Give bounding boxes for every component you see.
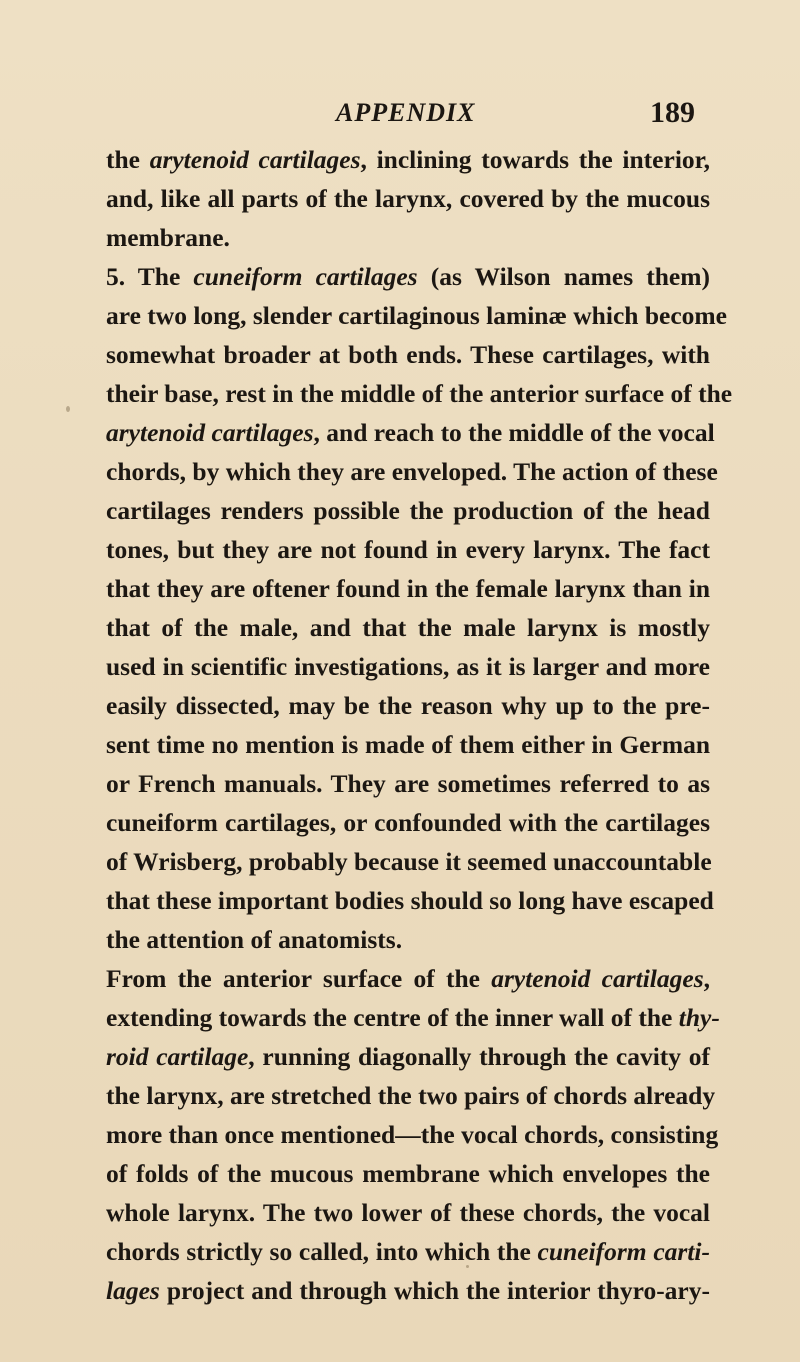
text-run: of Wrisberg, probably because it seemed unaccountable <box>106 847 712 876</box>
text-line <box>106 452 718 491</box>
text-run: more than once mentioned—the vocal chords, consisting <box>106 1120 719 1149</box>
text-line <box>106 179 710 218</box>
text-line <box>106 1037 710 1076</box>
text-line <box>106 881 714 920</box>
text-line <box>106 569 710 608</box>
text-run: the attention of anatomists. <box>106 925 403 954</box>
text-line <box>106 1271 710 1310</box>
italic-text: arytenoid cartilages <box>491 964 704 993</box>
text-run: , and reach to the middle of the vocal <box>313 418 715 447</box>
text-run: and, like all parts of the larynx, covered by the mucous <box>106 184 710 213</box>
text-run: chords, by which they are enveloped. The action of these <box>106 457 718 486</box>
text-run: tones, but they are not found in every larynx. The fact <box>106 535 710 564</box>
text-run: the larynx, are stretched the two pairs of chords already <box>106 1081 716 1110</box>
text-line <box>106 959 710 998</box>
body-text <box>106 140 733 1310</box>
text-run: that these important bodies should so long have escaped <box>106 886 714 915</box>
text-run: whole larynx. The two lower of these chords, the vocal <box>106 1198 710 1227</box>
text-run: or French manuals. They are sometimes referred to as <box>106 769 710 798</box>
text-run: project and through which the interior thyro-ary- <box>159 1276 710 1305</box>
text-run: that of the male, and that the male larynx is mostly <box>106 613 710 642</box>
italic-text: lages <box>106 1276 160 1305</box>
running-head-title: APPENDIX <box>336 98 476 127</box>
text-line <box>106 686 710 725</box>
text-run: that they are oftener found in the female larynx than in <box>106 574 710 603</box>
italic-text: arytenoid cartilages <box>106 418 314 447</box>
text-run: the <box>106 145 150 174</box>
text-line <box>106 491 710 530</box>
text-line <box>106 998 720 1037</box>
text-run: membrane. <box>106 223 230 252</box>
text-line <box>106 1193 710 1232</box>
page-number: 189 <box>650 96 695 129</box>
text-line <box>106 647 710 686</box>
paper-blemish <box>66 406 70 412</box>
text-line <box>106 1076 716 1115</box>
text-line <box>106 413 715 452</box>
text-run: From the anterior surface of the <box>106 964 492 993</box>
text-line <box>106 374 733 413</box>
text-line <box>106 803 710 842</box>
text-run: , <box>703 964 710 993</box>
text-run: extending towards the centre of the inner wall of the <box>106 1003 679 1032</box>
text-line <box>106 842 710 881</box>
text-line <box>106 725 710 764</box>
text-run: sent time no mention is made of them either in German <box>106 730 710 759</box>
text-line <box>106 1154 710 1193</box>
italic-text: roid cartilage <box>106 1042 249 1071</box>
text-run: their base, rest in the middle of the anterior surface of the <box>106 379 733 408</box>
text-run: somewhat broader at both ends. These cartilages, with <box>106 340 710 369</box>
text-run: (as Wilson names them) <box>417 262 710 291</box>
text-run: are two long, slender cartilaginous laminæ which become <box>106 301 727 330</box>
text-line <box>106 920 710 959</box>
text-run: , inclining towards the interior, <box>360 145 711 174</box>
text-run: used in scientific investigations, as it is larger and more <box>106 652 710 681</box>
text-line <box>106 1232 710 1271</box>
text-run: of folds of the mucous membrane which envelopes the <box>106 1159 710 1188</box>
text-line <box>106 764 710 803</box>
text-line <box>106 335 710 374</box>
text-line <box>106 530 710 569</box>
text-run: , running diagonally through the cavity of <box>248 1042 710 1071</box>
text-line <box>106 140 710 179</box>
italic-text: cuneiform cartilages <box>193 262 418 291</box>
text-line <box>106 1115 719 1154</box>
text-run: cuneiform cartilages, or confounded with the cartilages <box>106 808 710 837</box>
italic-text: cuneiform carti- <box>537 1237 710 1266</box>
text-line <box>106 608 710 647</box>
text-line <box>106 218 710 257</box>
text-run: 5. The <box>106 262 194 291</box>
text-line <box>106 257 710 296</box>
italic-text: arytenoid cartilages <box>149 145 361 174</box>
text-run: easily dissected, may be the reason why up to the pre- <box>106 691 710 720</box>
text-run: chords strictly so called, into which the <box>106 1237 538 1266</box>
text-run: cartilages renders possible the production of the head <box>106 496 710 525</box>
text-line <box>106 296 727 335</box>
italic-text: thy- <box>678 1003 720 1032</box>
running-head <box>0 98 800 134</box>
